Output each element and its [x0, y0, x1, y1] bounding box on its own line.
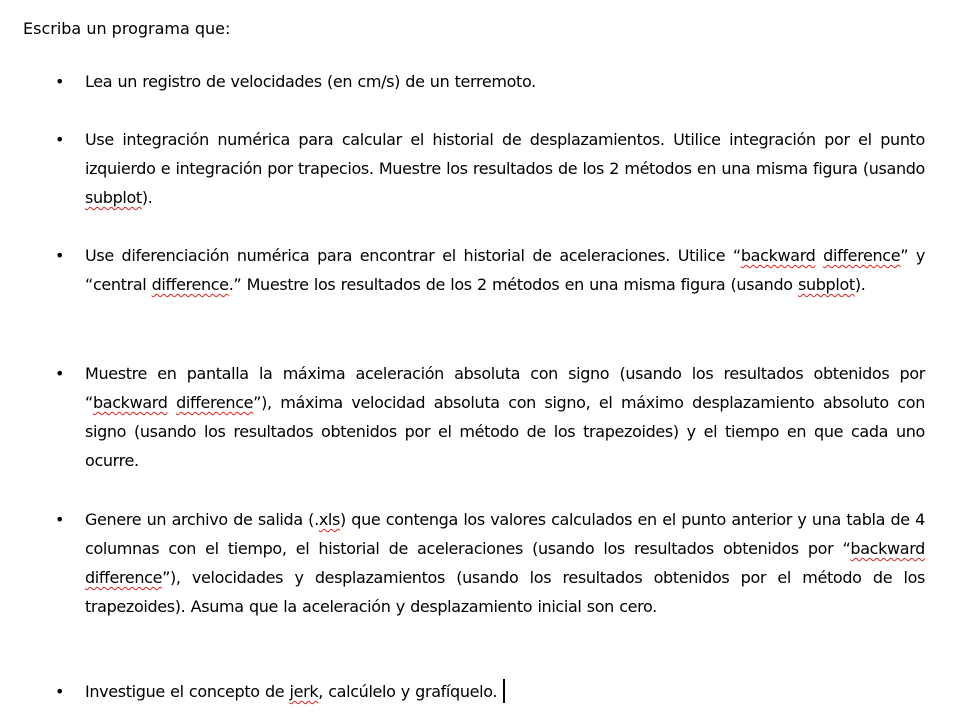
text-run: ” y “central — [85, 246, 926, 294]
text-cursor — [503, 679, 505, 703]
text-run: ) que contenga los valores calculados en el punto anterior y una tabla de 4 columnas con el tiempo, el historial de aceleraciones (usando los resultados obtenidos por “ — [85, 510, 925, 558]
misspelled-word: subplot — [797, 275, 855, 294]
misspelled-word: backward — [740, 246, 816, 265]
document-heading: Escriba un programa que: — [23, 19, 231, 38]
text-run: Genere un archivo de salida (. — [85, 510, 319, 529]
misspelled-word: backward — [92, 393, 168, 412]
text-run: Investigue el concepto de — [85, 682, 290, 701]
text-run: .” Muestre los resultados de los 2 métodos en una misma figura (usando — [228, 275, 798, 294]
list-item-text[interactable] — [85, 505, 925, 621]
list-item-text[interactable] — [85, 677, 925, 706]
misspelled-word: backward — [850, 539, 925, 558]
list-item-text[interactable] — [85, 67, 925, 96]
text-run: ). — [141, 188, 153, 207]
bullet-icon: • — [55, 72, 65, 91]
misspelled-word: jerk — [289, 682, 319, 701]
misspelled-word: difference — [151, 275, 229, 294]
misspelled-word: difference — [176, 393, 254, 412]
bullet-icon: • — [55, 364, 65, 383]
misspelled-word: difference — [85, 568, 163, 587]
text-run: Muestre en pantalla la máxima aceleración absoluta con signo (usando los resultados obtenidos por “ — [85, 364, 925, 412]
text-run — [168, 393, 177, 412]
text-run — [815, 246, 823, 265]
text-run: ”), velocidades y desplazamientos (usando los resultados obtenidos por el método de los trapezoides). Asuma que la aceleración y desplazamiento inicial son cero. — [85, 568, 925, 616]
text-run: Lea un registro de velocidades (en cm/s) de un terremoto. — [85, 72, 536, 91]
misspelled-word: xls — [318, 510, 341, 529]
misspelled-word: difference — [823, 246, 901, 265]
bullet-icon: • — [55, 130, 65, 149]
bullet-icon: • — [55, 682, 65, 701]
text-run: ). — [854, 275, 866, 294]
bullet-icon: • — [55, 246, 65, 265]
list-item-text[interactable] — [85, 125, 925, 212]
text-run: Use diferenciación numérica para encontrar el historial de aceleraciones. Utilice “ — [85, 246, 741, 265]
bullet-icon: • — [55, 510, 65, 529]
list-item-text[interactable] — [85, 359, 925, 475]
misspelled-word: subplot — [85, 188, 142, 207]
text-run: , calcúlelo y grafíquelo. — [318, 682, 498, 701]
text-run: Use integración numérica para calcular el historial de desplazamientos. Utilice integración por el punto izquierdo e integración por trapecios. Muestre los resultados de los 2 métodos en una misma figura (usando — [85, 130, 925, 178]
text-run: ”), máxima velocidad absoluta con signo, el máximo desplazamiento absoluto con signo (usando los resultados obtenidos por el método de los trapezoides) y el tiempo en que cada uno ocurre. — [85, 393, 925, 470]
list-item-text[interactable] — [85, 241, 925, 299]
